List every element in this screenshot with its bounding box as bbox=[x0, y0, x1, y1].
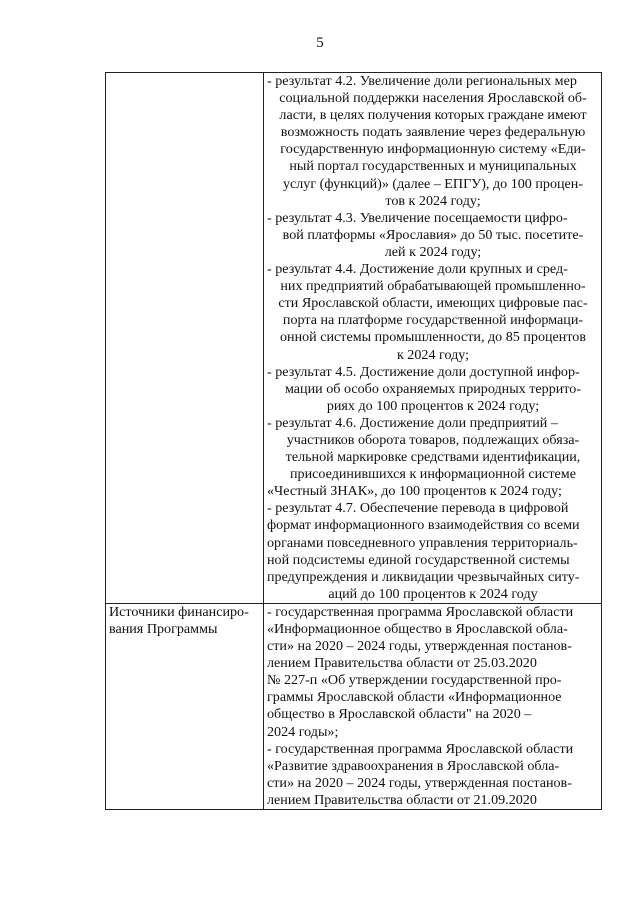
text-line: возможность подать заявление через федеральную bbox=[280, 124, 586, 141]
text-line: органами повседневного управления территориаль- bbox=[267, 534, 578, 551]
text-line: лением Правительства области от 25.03.2020 bbox=[267, 655, 537, 672]
page-number: 5 bbox=[316, 35, 324, 51]
text-line: них предприятий обрабатывающей промышленно- bbox=[280, 278, 586, 295]
text-line: общество в Ярославской области" на 2020 – bbox=[267, 706, 532, 723]
text-line: ной подсистемы единой государственной системы bbox=[267, 551, 570, 568]
text-line: граммы Ярославской области «Информационное bbox=[267, 689, 562, 706]
text-line: - результат 4.4. Достижение доли крупных и сред- bbox=[267, 261, 568, 278]
text-line: участников оборота товаров, подлежащих обяза- bbox=[286, 431, 580, 448]
text-line: - результат 4.6. Достижение доли предприятий – bbox=[267, 414, 558, 431]
text-line: мации об особо охраняемых природных террито- bbox=[284, 380, 582, 397]
text-line: формат информационного взаимодействия со всеми bbox=[267, 517, 580, 534]
text-line: социальной поддержки населения Ярославской об- bbox=[279, 90, 587, 107]
text-line: вой платформы «Ярославия» до 50 тыс. посетите- bbox=[282, 226, 584, 243]
text-line: «Честный ЗНАК», до 100 процентов к 2024 году; bbox=[267, 483, 562, 500]
text-line: лением Правительства области от 21.09.2020 bbox=[267, 791, 537, 808]
text-line: лей к 2024 году; bbox=[384, 243, 482, 260]
text-line: Источники финансиро- bbox=[109, 603, 249, 620]
text-line: сти» на 2020 – 2024 годы, утвержденная постанов- bbox=[267, 638, 572, 655]
text-line: ный портал государственных и муниципальных bbox=[289, 158, 577, 175]
text-line: риях до 100 процентов к 2024 году; bbox=[326, 397, 540, 414]
text-line: предупреждения и ликвидации чрезвычайных ситу- bbox=[267, 568, 580, 585]
text-line: аций до 100 процентов к 2024 году bbox=[328, 585, 538, 602]
program-passport-table bbox=[105, 72, 602, 810]
text-line: вания Программы bbox=[109, 621, 218, 637]
text-line: - результат 4.5. Достижение доли доступной инфор- bbox=[267, 363, 580, 380]
text-line: - государственная программа Ярославской области bbox=[267, 740, 574, 757]
text-line: ласти, в целях получения которых граждане имеют bbox=[279, 107, 587, 124]
text-line: «Развитие здравоохранения в Ярославской обла- bbox=[267, 757, 560, 774]
text-line: присоединившихся к информационной системе bbox=[290, 466, 576, 483]
row-label-cell bbox=[106, 73, 264, 604]
text-line: 2024 годы»; bbox=[267, 723, 339, 740]
text-line: сти» на 2020 – 2024 годы, утвержденная постанов- bbox=[267, 774, 572, 791]
table-row-results bbox=[106, 73, 602, 604]
text-line: - результат 4.7. Обеспечение перевода в цифровой bbox=[267, 500, 569, 517]
text-line: государственную информационную систему «Еди- bbox=[280, 141, 586, 158]
row-content-cell bbox=[264, 603, 602, 809]
table-row-funding-sources bbox=[106, 603, 602, 809]
row-label-cell bbox=[106, 603, 264, 809]
text-line: сти Ярославской области, имеющих цифровые пас- bbox=[278, 295, 588, 312]
text-line: тов к 2024 году; bbox=[385, 192, 481, 209]
text-line: - государственная программа Ярославской области bbox=[267, 603, 574, 620]
text-line: услуг (функций)» (далее – ЕПГУ), до 100 процен- bbox=[282, 175, 584, 192]
text-line: тельной маркировке средствами идентификации, bbox=[285, 449, 581, 466]
text-line: порта на платформе государственной информаци- bbox=[282, 312, 584, 329]
text-line: к 2024 году; bbox=[396, 346, 470, 363]
text-line: онной системы промышленности, до 85 процентов bbox=[279, 329, 587, 346]
text-line: - результат 4.3. Увеличение посещаемости цифро- bbox=[267, 209, 568, 226]
row-content-cell bbox=[264, 73, 602, 604]
text-line: - результат 4.2. Увеличение доли региональных мер bbox=[267, 73, 577, 89]
text-line: «Информационное общество в Ярославской обла- bbox=[267, 621, 568, 637]
text-line: № 227-п «Об утверждении государственной про- bbox=[267, 672, 562, 689]
